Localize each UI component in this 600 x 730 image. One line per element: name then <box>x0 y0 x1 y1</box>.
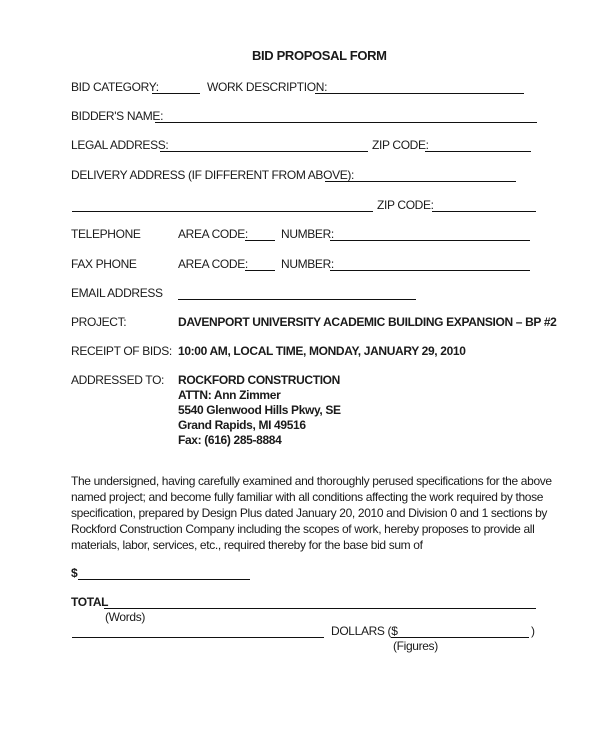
project-label: PROJECT: <box>71 315 127 329</box>
bid-category-field[interactable] <box>152 93 200 94</box>
zip-code-2-label: ZIP CODE: <box>377 198 434 212</box>
total-words-line-2-field[interactable] <box>72 637 324 638</box>
fax-area-code-field[interactable] <box>245 270 275 271</box>
telephone-number-label: NUMBER: <box>281 227 334 241</box>
telephone-label: TELEPHONE <box>71 227 141 241</box>
fax-number-field[interactable] <box>330 270 530 271</box>
zip-code-field[interactable] <box>425 151 531 152</box>
address-line: ROCKFORD CONSTRUCTION <box>178 373 340 387</box>
telephone-number-field[interactable] <box>330 240 530 241</box>
receipt-of-bids-label: RECEIPT OF BIDS: <box>71 344 172 358</box>
total-label: TOTAL <box>71 595 109 609</box>
legal-address-label: LEGAL ADDRESS: <box>71 138 169 152</box>
zip-code-2-field[interactable] <box>432 211 536 212</box>
address-line: ATTN: Ann Zimmer <box>178 388 281 402</box>
email-address-label: EMAIL ADDRESS <box>71 286 163 300</box>
dollars-label: DOLLARS ($ <box>331 624 398 638</box>
words-caption: (Words) <box>105 610 145 624</box>
bidders-name-field[interactable] <box>155 122 537 123</box>
address-line: Fax: (616) 285-8884 <box>178 433 282 447</box>
work-description-field[interactable] <box>315 93 524 94</box>
email-address-field[interactable] <box>178 299 416 300</box>
bid-category-label: BID CATEGORY: <box>71 80 159 94</box>
total-words-field[interactable] <box>104 608 536 609</box>
address-line: 5540 Glenwood Hills Pkwy, SE <box>178 403 341 417</box>
bidders-name-label: BIDDER'S NAME: <box>71 109 164 123</box>
work-description-label: WORK DESCRIPTION: <box>207 80 328 94</box>
close-paren: ) <box>531 624 535 638</box>
legal-address-field[interactable] <box>160 151 368 152</box>
fax-area-code-label: AREA CODE: <box>178 257 248 271</box>
fax-phone-label: FAX PHONE <box>71 257 137 271</box>
total-figures-field[interactable] <box>391 637 529 638</box>
declaration-paragraph: The undersigned, having carefully examined and thoroughly perused specifications for the above named project; and become fully familiar with all conditions affecting the work required by those specification, prepared by Design Plus dated January 20, 2010 and Division 0 and 1 sections by Rockford Construction Company including the scopes of work, hereby proposes to provide all materials, labor, services, etc., required thereby for the base bid sum of <box>71 474 552 552</box>
telephone-area-code-label: AREA CODE: <box>178 227 248 241</box>
telephone-area-code-field[interactable] <box>245 240 275 241</box>
delivery-address-label: DELIVERY ADDRESS (IF DIFFERENT FROM ABOVE): <box>71 168 355 182</box>
address-line: Grand Rapids, MI 49516 <box>178 418 306 432</box>
dollar-sign: $ <box>71 566 78 580</box>
project-value: DAVENPORT UNIVERSITY ACADEMIC BUILDING EXPANSION – BP #2 <box>178 315 557 329</box>
page-title: BID PROPOSAL FORM <box>252 48 387 63</box>
figures-caption: (Figures) <box>393 639 438 653</box>
delivery-address-field[interactable] <box>325 181 516 182</box>
fax-number-label: NUMBER: <box>281 257 334 271</box>
addressed-to-label: ADDRESSED TO: <box>71 373 165 387</box>
zip-code-label: ZIP CODE: <box>372 138 429 152</box>
receipt-of-bids-value: 10:00 AM, LOCAL TIME, MONDAY, JANUARY 29, 2010 <box>178 344 466 358</box>
delivery-address-line-2-field[interactable] <box>72 211 373 212</box>
bid-sum-field[interactable] <box>78 579 250 580</box>
